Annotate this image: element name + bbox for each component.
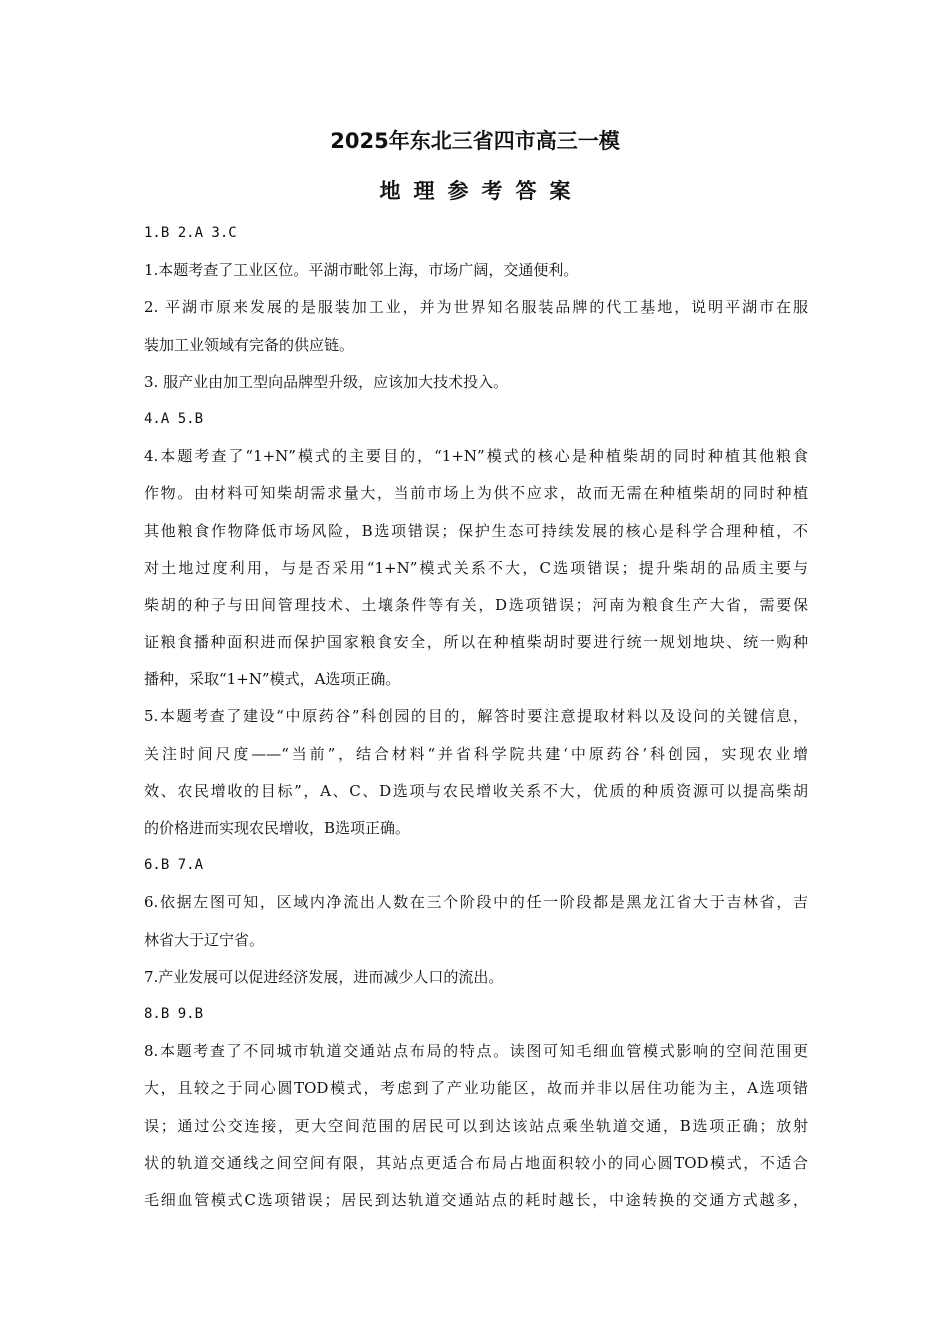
explanation-line: 大，且较之于同心圆TOD模式，考虑到了产业功能区，故而并非以居住功能为主，A选项错: [144, 1079, 808, 1098]
document-subtitle: 地理参考答案: [379, 179, 584, 203]
explanation-line: 8.本题考查了不同城市轨道交通站点布局的特点。读图可知毛细血管模式影响的空间范围更: [144, 1042, 808, 1061]
answer-key-line: 8.B 9.B: [144, 1005, 204, 1022]
explanation-line: 林省大于辽宁省。: [144, 930, 265, 949]
explanation-line: 误；通过公交连接，更大空间范围的居民可以到达该站点乘坐轨道交通，B选项正确；放射: [144, 1116, 808, 1135]
explanation-line: 1.本题考查了工业区位。平湖市毗邻上海，市场广阔，交通便利。: [144, 261, 579, 280]
explanation-line: 关注时间尺度——“当前”，结合材料“并省科学院共建‘中原药谷’科创园，实现农业增: [144, 744, 808, 763]
answer-body: [144, 222, 808, 1226]
explanation-line: 柴胡的种子与田间管理技术、土壤条件等有关，D选项错误；河南为粮食生产大省，需要保: [144, 595, 808, 614]
explanation-line: 7.产业发展可以促进经济发展，进而减少人口的流出。: [144, 967, 504, 986]
answer-key-line: 4.A 5.B: [144, 410, 204, 427]
answer-key-line: 1.B 2.A 3.C: [144, 225, 237, 241]
explanation-line: 效、农民增收的目标”，A、C、D选项与农民增收关系不大，优质的种质资源可以提高柴胡: [144, 781, 808, 800]
explanation-line: 5.本题考查了建设“中原药谷”科创园的目的，解答时要注意提取材料以及设问的关键信息，: [144, 707, 808, 726]
explanation-line: 播种，采取“1+N”模式，A选项正确。: [144, 670, 401, 689]
explanation-line: 3. 服产业由加工型向品牌型升级，应该加大技术投入。: [144, 372, 509, 391]
explanation-line: 其他粮食作物降低市场风险，B选项错误；保护生态可持续发展的核心是科学合理种植，不: [144, 521, 808, 540]
explanation-line: 4.本题考查了“1+N”模式的主要目的，“1+N”模式的核心是种植柴胡的同时种植其他粮食: [144, 447, 808, 466]
document-title: 2025年东北三省四市高三一模: [330, 129, 620, 153]
explanation-line: 状的轨道交通线之间空间有限，其站点更适合布局占地面积较小的同心圆TOD模式，不适合: [144, 1153, 808, 1172]
explanation-line: 2. 平湖市原来发展的是服装加工业，并为世界知名服装品牌的代工基地，说明平湖市在服: [144, 298, 808, 317]
explanation-line: 的价格进而实现农民增收，B选项正确。: [144, 819, 411, 837]
explanation-line: 证粮食播种面积进而保护国家粮食安全，所以在种植柴胡时要进行统一规划地块、统一购种: [144, 633, 808, 652]
explanation-line: 对土地过度利用，与是否采用“1+N”模式关系不大，C选项错误；提升柴胡的品质主要与: [144, 558, 808, 577]
explanation-line: 作物。由材料可知柴胡需求量大，当前市场上为供不应求，故而无需在种植柴胡的同时种植: [144, 484, 808, 503]
explanation-line: 毛细血管模式C选项错误；居民到达轨道交通站点的耗时越长，中途转换的交通方式越多，: [144, 1190, 808, 1209]
answer-key-line: 6.B 7.A: [144, 857, 204, 874]
explanation-line: 装加工业领域有完备的供应链。: [144, 335, 355, 354]
explanation-line: 6.依据左图可知，区域内净流出人数在三个阶段中的任一阶段都是黑龙江省大于吉林省，吉: [144, 893, 808, 912]
